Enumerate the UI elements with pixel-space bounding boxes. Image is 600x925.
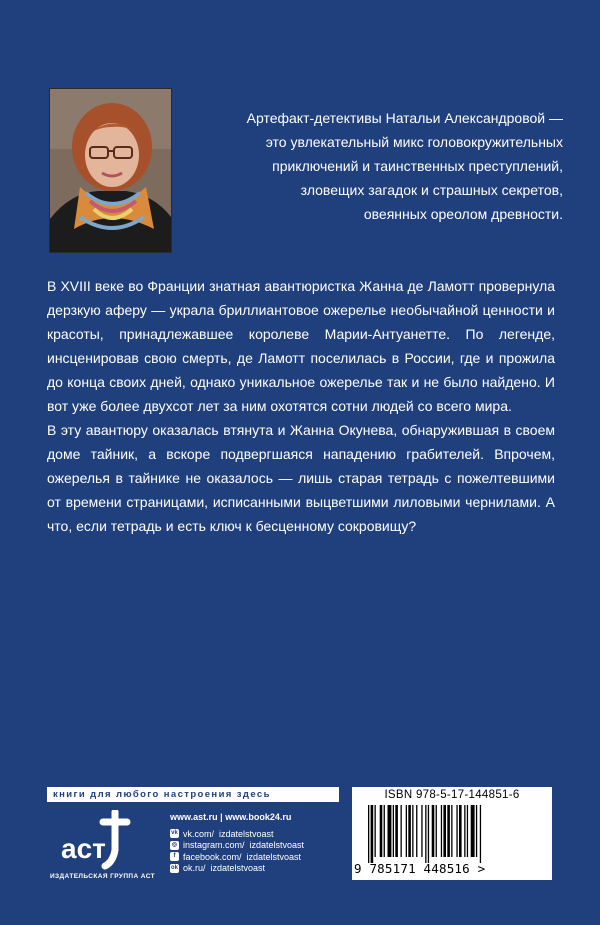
barcode-bar [406,805,407,857]
vk-icon: vk [171,830,178,837]
barcode-digits: 9 785171 448516 > [354,861,486,876]
barcode-bar [432,805,435,857]
intro-line: это увлекательный микс головокружительных [265,134,563,150]
barcode-bar [384,805,385,857]
social-prefix: facebook.com/ [183,851,242,862]
barcode-bar [412,805,413,857]
barcode-bar [476,805,477,857]
facebook-icon: f [170,852,179,861]
intro-line: овеянных ореолом древности. [363,206,563,222]
publisher-websites[interactable]: www.ast.ru | www.book24.ru [170,812,292,822]
social-link-odnoklassniki[interactable] [170,863,350,875]
publisher-links [170,812,350,874]
barcode-bar [451,805,452,857]
author-photo [49,88,172,253]
social-prefix: instagram.com/ [183,840,245,851]
slogan-bar: книги для любого настроения здесь [47,787,339,802]
intro-line: приключений и таинственных преступлений, [272,158,563,174]
barcode [368,805,538,863]
barcode-bar [371,805,374,863]
social-link-vk[interactable] [170,828,350,840]
barcode-bar [401,805,402,857]
barcode-bar [425,805,426,863]
barcode-bar [428,805,429,863]
barcode-bar [443,805,446,857]
intro-line: зловещих загадок и страшных секретов, [300,182,563,198]
social-link-instagram[interactable] [170,840,350,852]
barcode-bar [447,805,450,857]
barcode-bar [441,805,442,857]
instagram-icon: ◎ [171,841,178,848]
isbn-block [352,787,552,880]
social-handle: izdatelstvoast [249,840,305,851]
odnoklassniki-icon: ok [170,864,178,871]
intro-text [203,106,563,226]
social-handle: izdatelstvoast [210,863,266,874]
barcode-bar [395,805,398,857]
synopsis-paragraph: В эту авантюру оказалась втянута и Жанна Окунева, обнаружившая в своем доме тайник, а вскоре подвергшаяся нападению грабителей. Впрочем, ожерелья в тайнике не оказалось — лишь старая тетрадь с пожелтевшими от времени страницами, исписанными выцветшими лиловыми чернилами. А что, если тетрадь и есть ключ к бесценному сокровищу? [47,422,555,534]
social-prefix: vk.com/ [183,828,215,839]
synopsis [47,274,555,538]
barcode-bar [388,805,392,857]
barcode-bar [375,805,376,857]
logo-text: аст [61,833,106,864]
barcode-bar [467,805,468,857]
barcode-bar [421,805,422,857]
barcode-bar [456,805,457,857]
barcode-bar [471,805,475,857]
social-handle: izdatelstvoast [246,851,302,862]
barcode-bar [436,805,437,857]
synopsis-paragraph: В XVIII веке во Франции знатная авантюристка Жанна де Ламотт провернула дерзкую аферу — украла бриллиантовое ожерелье необычайной ценности и красоты, принадлежавшее королеве Марии-Антуанетте. По легенде, инсценировав свою смерть, де Ламотт поселилась в России, где и прожила до конца своих дней, однако уникальное ожерелье так и не было найдено. И вот уже более двухсот лет за ним охотятся сотни людей со всего мира. [47,278,555,414]
barcode-bar [480,805,481,863]
social-link-facebook[interactable] [170,851,350,863]
isbn-number: ISBN 978-5-17-144851-6 [384,789,520,801]
barcode-bar [416,805,417,857]
social-handle: izdatelstvoast [219,828,274,839]
social-prefix: ok.ru/ [183,863,206,874]
intro-line: Артефакт-детективы Натальи Александровой — [246,110,563,126]
publisher-logo [55,810,145,870]
barcode-bar [464,805,465,857]
publisher-caption: ИЗДАТЕЛЬСКАЯ ГРУППА АСТ [49,873,155,880]
barcode-bar [459,805,462,857]
barcode-bar [393,805,394,857]
barcode-bar [408,805,411,857]
barcode-bar [368,805,369,863]
barcode-bar [380,805,383,857]
